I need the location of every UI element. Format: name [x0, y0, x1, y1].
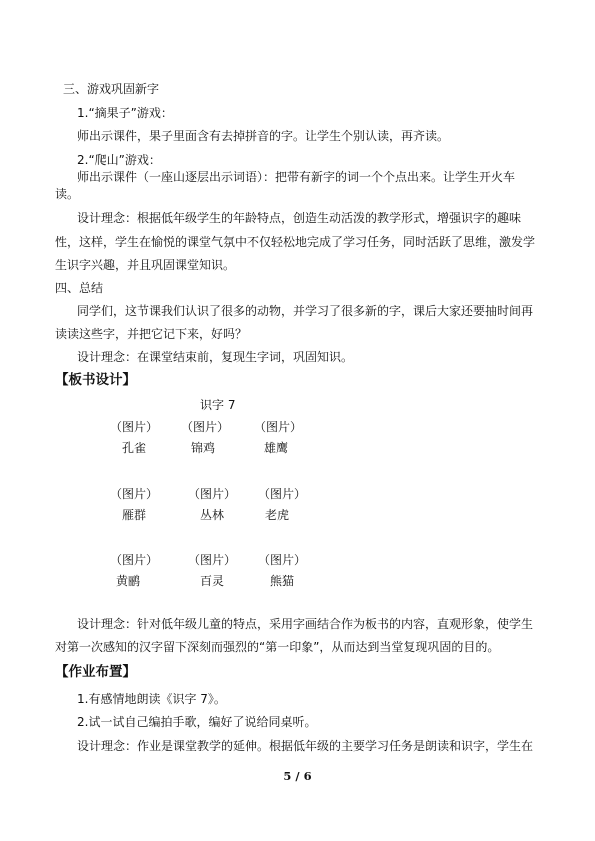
- section4-heading: 四、总结: [55, 281, 104, 295]
- homework-heading: 【作业布置】: [55, 664, 136, 680]
- board-word-2-3: 老虎: [264, 508, 289, 522]
- board-pic-1-3: （图片）: [253, 420, 302, 434]
- board-word-3-1: 黄鹂: [115, 574, 140, 588]
- section3-design-line1: 设计理念：根据低年级学生的年龄特点，创造生动活泼的教学形式，增强识字的趣味: [77, 211, 522, 225]
- board-pic-3-2: （图片）: [187, 553, 236, 567]
- board-word-3-3: 熊猫: [269, 574, 294, 588]
- section3-item2-title: 2.“爬山”游戏：: [77, 153, 161, 167]
- board-word-3-2: 百灵: [199, 574, 224, 588]
- section3-item2-body-line2: 读。: [55, 187, 80, 201]
- section4-design: 设计理念：在课堂结束前，复现生字词，巩固知识。: [77, 350, 354, 364]
- board-word-1-3: 雄鹰: [263, 441, 288, 455]
- board-design-line2: 对第一次感知的汉字留下深刻而强烈的“第一印象”，从而达到当堂复现巩固的目的。: [55, 640, 500, 654]
- section3-item1-title: 1.“摘果子”游戏：: [77, 106, 173, 120]
- board-word-1-2: 锦鸡: [190, 441, 215, 455]
- board-pic-3-3: （图片）: [257, 553, 306, 567]
- board-word-2-1: 雁群: [121, 508, 146, 522]
- board-pic-3-1: （图片）: [109, 553, 158, 567]
- board-pic-2-2: （图片）: [187, 487, 236, 501]
- board-pic-2-1: （图片）: [109, 487, 158, 501]
- homework-item1: 1.有感情地朗读《识字 7》。: [77, 692, 226, 706]
- section3-item2-body-line1: 师出示课件（一座山逐层出示词语）：把带有新字的词一个个点出来。让学生开火车: [77, 170, 516, 184]
- homework-item2: 2.试一试自己编拍手歌，编好了说给同桌听。: [77, 715, 317, 729]
- section3-item1-body: 师出示课件，果子里面含有去掉拼音的字。让学生个别认读，再齐读。: [77, 129, 450, 143]
- board-pic-1-2: （图片）: [180, 420, 229, 434]
- board-word-1-1: 孔雀: [121, 441, 146, 455]
- board-title: 识字 7: [200, 398, 236, 412]
- board-design-line1: 设计理念：针对低年级儿童的特点，采用字画结合作为板书的内容，直观形象，使学生: [77, 617, 534, 631]
- section3-design-line3: 生识字兴趣，并且巩固课堂知识。: [55, 258, 236, 272]
- board-pic-1-1: （图片）: [109, 420, 158, 434]
- section4-body-line1: 同学们，这节课我们认识了很多的动物，并学习了很多新的字，课后大家还要抽时间再: [77, 304, 534, 318]
- section3-heading: 三、游戏巩固新字: [63, 82, 160, 96]
- board-heading: 【板书设计】: [55, 372, 136, 388]
- homework-design: 设计理念：作业是课堂教学的延伸。根据低年级的主要学习任务是朗读和识字，学生在: [77, 739, 534, 753]
- section3-design-line2: 性，这样，学生在愉悦的课堂气氛中不仅轻松地完成了学习任务，同时活跃了思维，激发学: [55, 235, 536, 249]
- board-word-2-2: 丛林: [199, 508, 224, 522]
- board-pic-2-3: （图片）: [257, 487, 306, 501]
- section4-body-line2: 读读这些字，并把它记下来，好吗？: [55, 327, 248, 341]
- page-number: 5 / 6: [283, 769, 312, 783]
